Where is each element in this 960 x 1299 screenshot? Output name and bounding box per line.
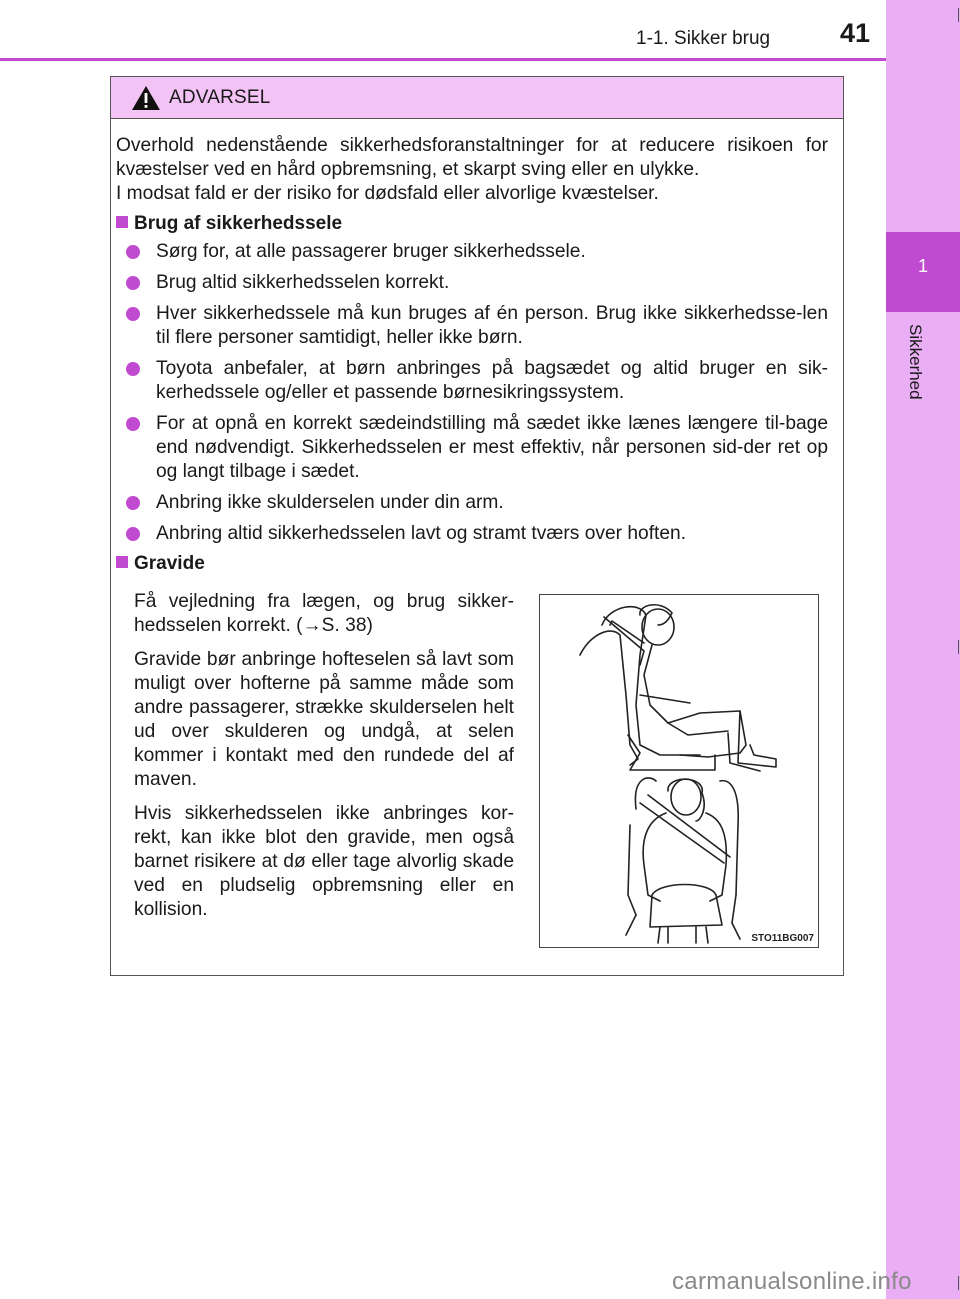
square-bullet-icon (116, 556, 128, 568)
list-item-text: Toyota anbefaler, at børn anbringes på bagsædet og altid bruger en sik-kerhedssele og/eller et passende børnesikringssystem. (156, 358, 828, 403)
crop-mark (958, 1276, 959, 1290)
section-heading-seatbelt (116, 213, 342, 235)
page-number: 41 (840, 18, 871, 48)
pregnant-seatbelt-illustration (539, 594, 819, 948)
crop-mark (958, 640, 959, 654)
crop-mark (958, 8, 959, 22)
list-item (126, 522, 828, 546)
list-item-text: For at opnå en korrekt sædeindstilling må sædet ikke lænes længere til-bage end nødvendigt. Sikkerhedsselen er mest effektiv, når personen sid-der ret op og langt tilbage i sædet. (156, 413, 828, 482)
chapter-name: Sikkerhed (906, 324, 925, 400)
header-rule (0, 58, 886, 61)
list-item (126, 271, 828, 295)
list-item-text: Sørg for, at alle passagerer bruger sikkerhedssele. (156, 241, 586, 262)
pregnant-paragraph: Gravide bør anbringe hofteselen så lavt som muligt over hofterne på samme måde som andre passagerer, strække skulderselen helt ud over skulderen og undgå, at selen kommer i kontakt med den rundede del af maven. (134, 649, 514, 790)
section-heading-pregnant (116, 553, 205, 575)
heading-text: Brug af sikkerhedssele (134, 213, 343, 234)
list-item (126, 240, 828, 264)
circle-bullet-icon (126, 276, 140, 290)
warning-triangle-icon (131, 85, 161, 111)
pregnant-paragraph: Få vejledning fra lægen, og brug sikker-hedsselen korrekt. (→S. 38) (134, 591, 514, 636)
warning-header (111, 77, 843, 119)
circle-bullet-icon (126, 417, 140, 431)
intro-paragraph: Overhold nedenstående sikkerhedsforanstaltninger for at reducere risikoen for kvæstelser ved en hård opbremsning, et skarpt sving eller en ulykke. (116, 135, 828, 180)
circle-bullet-icon (126, 496, 140, 510)
figure-code: STO11BG007 (751, 933, 814, 944)
circle-bullet-icon (126, 527, 140, 541)
list-item-text: Hver sikkerhedssele må kun bruges af én person. Brug ikke sikkerhedsse-len til flere personer samtidigt, heller ikke børn. (156, 303, 828, 348)
list-item (126, 302, 828, 350)
list-item-text: Anbring ikke skulderselen under din arm. (156, 492, 504, 513)
list-item-text: Anbring altid sikkerhedsselen lavt og stramt tværs over hoften. (156, 523, 687, 544)
list-item (126, 357, 828, 405)
heading-text: Gravide (134, 553, 205, 574)
circle-bullet-icon (126, 307, 140, 321)
list-item-text: Brug altid sikkerhedsselen korrekt. (156, 272, 450, 293)
side-tab (886, 0, 960, 1299)
illustration-drawing (540, 595, 818, 947)
circle-bullet-icon (126, 362, 140, 376)
watermark: carmanualsonline.info (672, 1268, 912, 1295)
section-title: 1-1. Sikker brug (636, 28, 771, 49)
warning-title: ADVARSEL (169, 87, 271, 108)
list-item (126, 491, 828, 515)
pregnant-text (134, 590, 514, 932)
circle-bullet-icon (126, 245, 140, 259)
intro-consequence: I modsat fald er der risiko for dødsfald eller alvorlige kvæstelser. (116, 183, 659, 204)
chapter-number: 1 (917, 256, 928, 276)
warning-intro (116, 134, 828, 206)
pregnant-paragraph: Hvis sikkerhedsselen ikke anbringes kor-rekt, kan ikke blot den gravide, men også barnet risikere at dø eller tage alvorlig skade ved en pludselig opbremsning eller en kollision. (134, 803, 514, 920)
square-bullet-icon (116, 216, 128, 228)
list-item (126, 412, 828, 484)
